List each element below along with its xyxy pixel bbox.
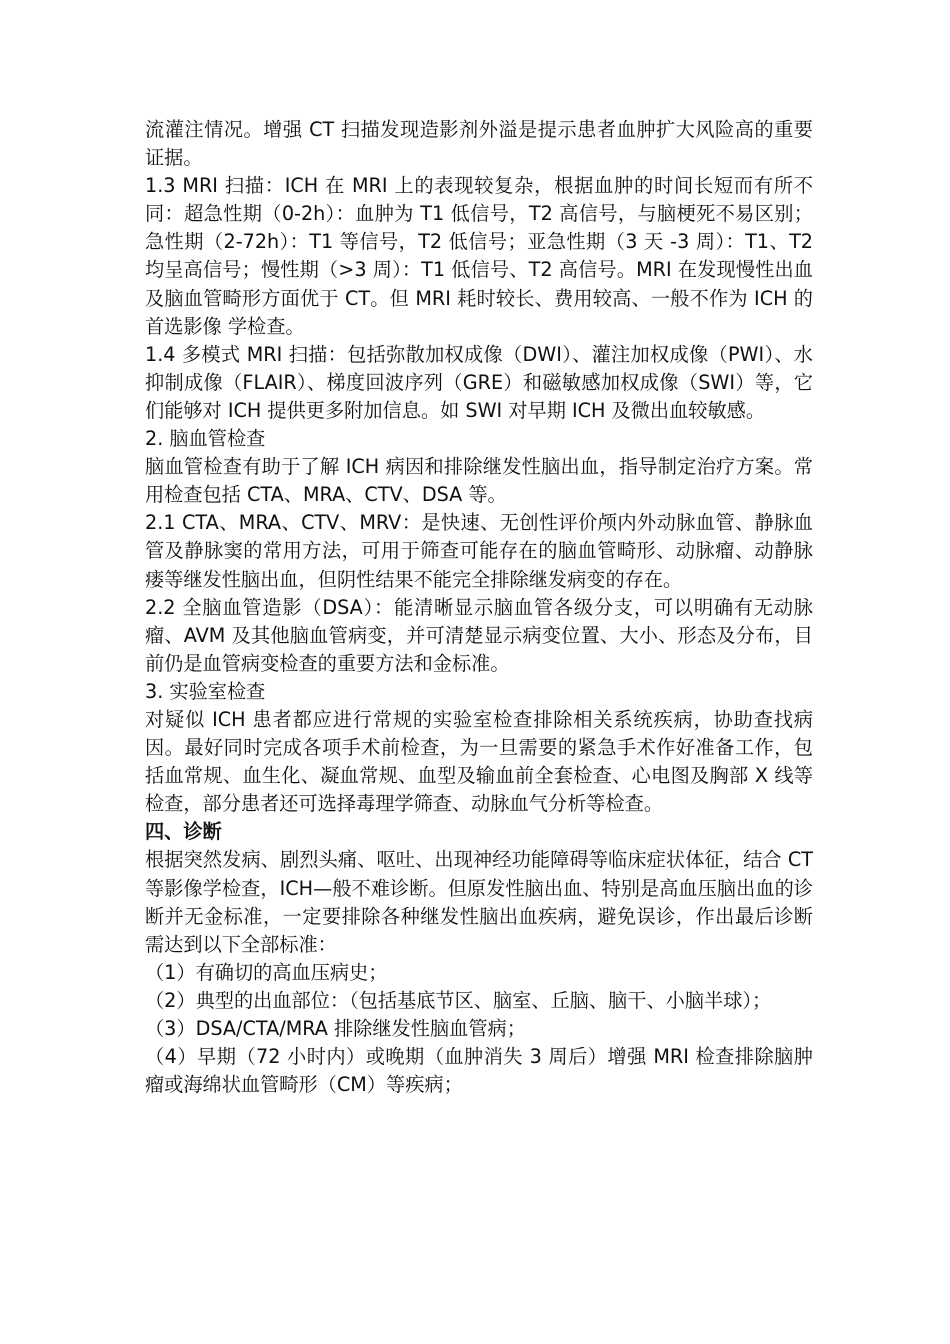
paragraph-cta-mra: 2.1 CTA、MRA、CTV、MRV：是快速、无创性评价颅内外动脉血管、静脉血管及静脉窦的常用方法，可用于筛查可能存在的脑血管畸形、动脉瘤、动静脉瘘等继发性脑出血，但阴性结果不能完全排除继发病变的存在。 bbox=[145, 511, 813, 591]
paragraph-multimodal-mri: 1.4 多模式 MRI 扫描：包括弥散加权成像（DWI）、灌注加权成像（PWI）、水抑制成像（FLAIR）、梯度回波序列（GRE）和磁敏感加权成像（SWI）等，它们能够对 ICH 提供更多附加信息。如 SWI 对早期 ICH 及微出血较敏感。 bbox=[145, 342, 813, 422]
criterion-4: （4）早期（72 小时内）或晚期（血肿消失 3 周后）增强 MRI 检查排除脑肿瘤或海绵状血管畸形（CM）等疾病； bbox=[145, 1045, 813, 1097]
paragraph-ct-contrast: 流灌注情况。增强 CT 扫描发现造影剂外溢是提示患者血肿扩大风险高的重要证据。 bbox=[145, 118, 813, 170]
paragraph-mri-scan: 1.3 MRI 扫描：ICH 在 MRI 上的表现较复杂，根据血肿的时间长短而有所不同：超急性期（0-2h）：血肿为 T1 低信号，T2 高信号，与脑梗死不易区别；急性期（2-72h）：T1 等信号，T2 低信号；亚急性期（3 天 -3 周）：T1、T2 均呈高信号；慢性期（>3 周）：T1 低信号、T2 高信号。MRI 在发现慢性出血及脑血管畸形方面优于 CT。但 MRI 耗时较长、费用较高、一般不作为 ICH 的首选影像 学检查。 bbox=[145, 174, 813, 338]
criterion-2: （2）典型的出血部位：（包括基底节区、脑室、丘脑、脑干、小脑半球）； bbox=[145, 988, 772, 1012]
criterion-3: （3）DSA/CTA/MRA 排除继发性脑血管病； bbox=[145, 1017, 526, 1040]
paragraph-lab-exam: 对疑似 ICH 患者都应进行常规的实验室检查排除相关系统疾病，协助查找病因。最好同时完成各项手术前检查，为一旦需要的紧急手术作好准备工作，包括血常规、血生化、凝血常规、血型及输血前全套检查、心电图及胸部 X 线等检查，部分患者还可选择毒理学筛查、动脉血气分析等检查。 bbox=[145, 707, 813, 816]
paragraph-cerebrovascular-exam: 脑血管检查有助于了解 ICH 病因和排除继发性脑出血，指导制定治疗方案。常用检查包括 CTA、MRA、CTV、DSA 等。 bbox=[145, 455, 813, 507]
paragraph-dsa: 2.2 全脑血管造影（DSA）：能清晰显示脑血管各级分支，可以明确有无动脉瘤、AVM 及其他脑血管病变，并可清楚显示病变位置、大小、形态及分布，目前仍是血管病变检查的重要方法和金标准。 bbox=[145, 595, 813, 675]
heading-cerebrovascular-exam: 2. 脑血管检查 bbox=[145, 427, 266, 451]
heading-lab-exam: 3. 实验室检查 bbox=[145, 679, 266, 703]
criterion-1: （1）有确切的高血压病史； bbox=[145, 960, 388, 984]
heading-diagnosis: 四、诊断 bbox=[145, 820, 222, 844]
document-page bbox=[145, 116, 813, 1099]
paragraph-diagnosis: 根据突然发病、剧烈头痛、呕吐、出现神经功能障碍等临床症状体征，结合 CT 等影像学检查，ICH—般不难诊断。但原发性脑出血、特别是高血压脑出血的诊断并无金标准，一定要排除各种继发性脑出血疾病，避免误诊，作出最后诊断需达到以下全部标准： bbox=[145, 848, 813, 956]
